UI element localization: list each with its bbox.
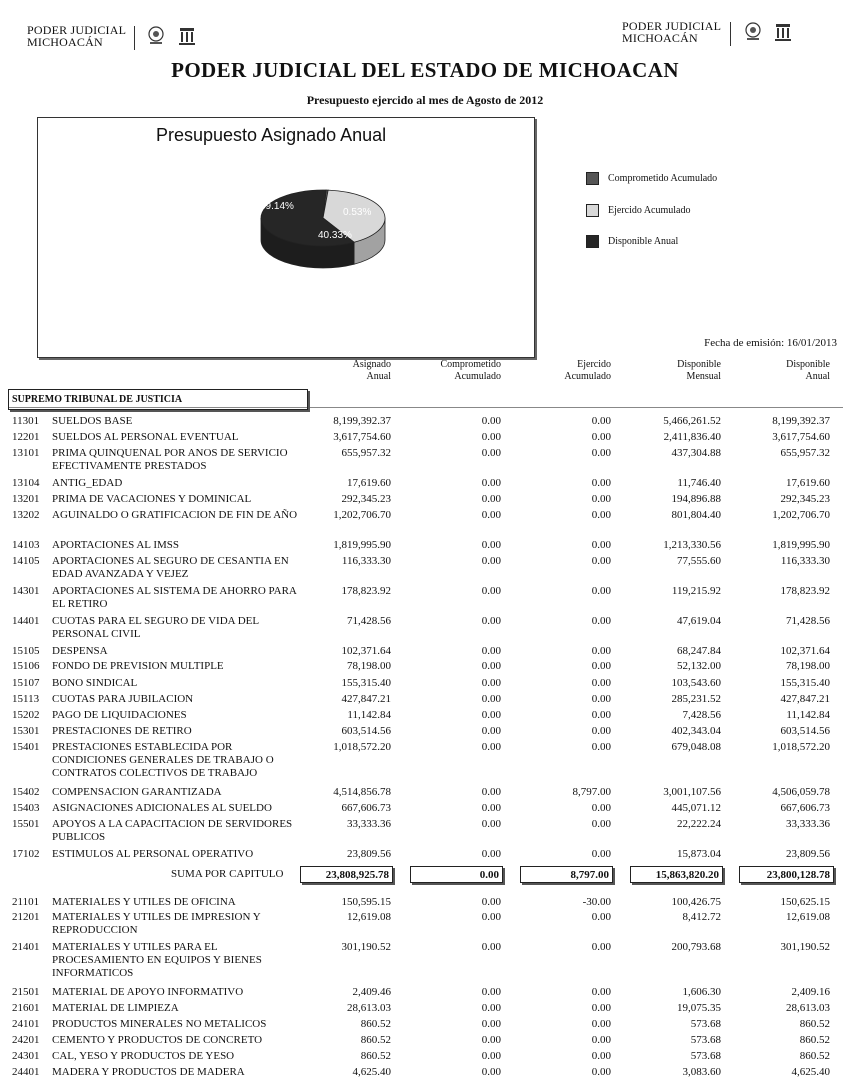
row-value: 0.00	[481, 818, 501, 830]
row-value: 19,075.35	[677, 1002, 721, 1014]
row-code: 15501	[12, 818, 40, 830]
column-header-line: Acumulado	[454, 371, 501, 382]
row-value: 3,617,754.60	[333, 431, 391, 443]
row-value: 1,018,572.20	[772, 741, 830, 753]
row-value: 801,804.40	[671, 509, 721, 521]
column-header-disponible-mensual	[677, 359, 721, 383]
row-value: 573.68	[690, 1018, 721, 1030]
row-value: 17,619.60	[786, 477, 830, 489]
row-value: 102,371.64	[780, 645, 830, 657]
row-value: 150,625.15	[780, 896, 830, 908]
row-value: 603,514.56	[780, 725, 830, 737]
row-code: 11301	[12, 415, 40, 427]
column-header-comprometido	[440, 359, 501, 383]
row-value: 0.00	[591, 1050, 611, 1062]
logo-left-line2: MICHOACÁN	[27, 35, 103, 49]
logo-divider	[134, 26, 135, 50]
row-value: 0.00	[481, 896, 501, 908]
row-value: 200,793.68	[671, 941, 721, 953]
seal-icon	[147, 26, 165, 46]
row-value: 0.00	[591, 986, 611, 998]
column-header-line: Comprometido	[440, 359, 501, 370]
row-value: 0.00	[481, 585, 501, 597]
row-value: 0.00	[591, 539, 611, 551]
legend-item	[586, 204, 690, 217]
row-value: 0.00	[481, 802, 501, 814]
row-code: 15401	[12, 741, 40, 753]
row-code: 15301	[12, 725, 40, 737]
row-code: 24401	[12, 1066, 40, 1078]
row-concept: MATERIALES Y UTILES DE IMPRESION Y REPRODUCCION	[52, 911, 261, 936]
legend-item	[586, 172, 717, 185]
column-header-line: Disponible	[677, 359, 721, 370]
row-concept: MADERA Y PRODUCTOS DE MADERA	[52, 1066, 245, 1078]
row-value: 0.00	[591, 585, 611, 597]
row-concept: APORTACIONES AL IMSS	[52, 539, 180, 551]
row-value: 150,595.15	[341, 896, 391, 908]
row-value: 3,001,107.56	[663, 786, 721, 798]
row-value: 0.00	[591, 431, 611, 443]
logo-left	[27, 24, 126, 48]
sum-ejercido: 8,797.00	[520, 866, 613, 883]
column-header-line: Asignado	[352, 359, 391, 370]
row-value: 15,873.04	[677, 848, 721, 860]
row-value: 0.00	[481, 709, 501, 721]
row-value: 0.00	[591, 477, 611, 489]
row-value: 4,625.40	[352, 1066, 391, 1078]
row-concept: ASIGNACIONES ADICIONALES AL SUELDO	[52, 802, 272, 814]
row-value: 8,412.72	[682, 911, 721, 923]
row-value: 1,202,706.70	[333, 509, 391, 521]
row-value: 0.00	[591, 725, 611, 737]
row-value: 11,142.84	[786, 709, 830, 721]
row-value: 0.00	[481, 645, 501, 657]
row-code: 15106	[12, 660, 40, 672]
row-value: 0.00	[591, 509, 611, 521]
column-header-line: Anual	[366, 371, 391, 382]
row-value: 3,617,754.60	[772, 431, 830, 443]
row-code: 15403	[12, 802, 40, 814]
row-concept: PAGO DE LIQUIDACIONES	[52, 709, 187, 721]
row-value: 28,613.03	[347, 1002, 391, 1014]
row-concept: CUOTAS PARA EL SEGURO DE VIDA DEL PERSONAL CIVIL	[52, 615, 259, 640]
row-value: 0.00	[591, 941, 611, 953]
row-value: 23,809.56	[347, 848, 391, 860]
row-code: 15105	[12, 645, 40, 657]
row-concept: CUOTAS PARA JUBILACION	[52, 693, 194, 705]
row-value: 0.00	[591, 555, 611, 567]
row-concept: PRODUCTOS MINERALES NO METALICOS	[52, 1018, 267, 1030]
row-concept: AGUINALDO O GRATIFICACION DE FIN DE AÑO	[52, 509, 298, 521]
sum-label: SUMA POR CAPITULO	[171, 868, 284, 880]
row-value: 860.52	[360, 1034, 391, 1046]
logo-right-line1: PODER JUDICIAL	[622, 19, 722, 33]
legend-label: Disponible Anual	[608, 236, 679, 247]
row-value: 71,428.56	[347, 615, 391, 627]
row-code: 14301	[12, 585, 40, 597]
row-value: 22,222.24	[677, 818, 721, 830]
row-value: 0.00	[591, 1066, 611, 1078]
row-value: 2,409.46	[352, 986, 391, 998]
seal-icon	[744, 22, 762, 42]
row-value: 0.00	[591, 802, 611, 814]
sum-disponible-mensual: 15,863,820.20	[630, 866, 723, 883]
row-code: 17102	[12, 848, 40, 860]
logo-divider	[730, 22, 731, 46]
row-value: 0.00	[481, 615, 501, 627]
row-value: 11,746.40	[677, 477, 721, 489]
logo-right-line2: MICHOACÁN	[622, 31, 698, 45]
row-value: 0.00	[481, 741, 501, 753]
row-concept: APOYOS A LA CAPACITACION DE SERVIDORES PUBLICOS	[52, 818, 293, 843]
row-value: 0.00	[481, 677, 501, 689]
row-concept: PRIMA DE VACACIONES Y DOMINICAL	[52, 493, 252, 505]
row-value: 5,466,261.52	[663, 415, 721, 427]
row-value: 860.52	[360, 1018, 391, 1030]
pie-value-label: 59.14%	[260, 201, 294, 212]
row-value: 33,333.36	[786, 818, 830, 830]
row-code: 24201	[12, 1034, 40, 1046]
row-code: 21501	[12, 986, 40, 998]
row-value: 4,514,856.78	[333, 786, 391, 798]
row-concept: PRESTACIONES ESTABLECIDA POR CONDICIONES GENERALES DE TRABAJO O CONTRATOS COLECTIVOS DE TRABAJO	[52, 741, 274, 779]
row-value: 573.68	[690, 1034, 721, 1046]
row-value: 427,847.21	[341, 693, 391, 705]
row-concept: PRESTACIONES DE RETIRO	[52, 725, 192, 737]
row-value: 0.00	[591, 709, 611, 721]
row-value: 1,202,706.70	[772, 509, 830, 521]
row-code: 14401	[12, 615, 40, 627]
row-value: 301,190.52	[341, 941, 391, 953]
row-value: 0.00	[481, 660, 501, 672]
row-concept: SUELDOS BASE	[52, 415, 133, 427]
row-value: 102,371.64	[341, 645, 391, 657]
column-header-line: Ejercido	[577, 359, 611, 370]
pie-chart	[38, 118, 534, 357]
row-value: 178,823.92	[780, 585, 830, 597]
pie-value-label: 0.53%	[343, 207, 372, 218]
row-concept: CAL, YESO Y PRODUCTOS DE YESO	[52, 1050, 235, 1062]
row-code: 13101	[12, 447, 40, 459]
row-code: 13202	[12, 509, 40, 521]
row-concept: APORTACIONES AL SEGURO DE CESANTIA EN EDAD AVANZADA Y VEJEZ	[52, 555, 289, 580]
row-value: 1,606.30	[682, 986, 721, 998]
row-value: 1,819,995.90	[772, 539, 830, 551]
row-value: 0.00	[481, 509, 501, 521]
row-value: 655,957.32	[780, 447, 830, 459]
row-code: 14105	[12, 555, 40, 567]
row-value: 603,514.56	[341, 725, 391, 737]
row-value: 292,345.23	[780, 493, 830, 505]
row-value: 155,315.40	[780, 677, 830, 689]
row-value: 0.00	[481, 1050, 501, 1062]
row-value: 0.00	[591, 660, 611, 672]
row-value: 301,190.52	[780, 941, 830, 953]
pie-value-label: 40.33%	[318, 230, 352, 241]
row-value: 655,957.32	[341, 447, 391, 459]
row-value: 8,199,392.37	[333, 415, 391, 427]
row-value: 0.00	[591, 1034, 611, 1046]
row-value: 2,409.16	[791, 986, 830, 998]
row-value: 78,198.00	[786, 660, 830, 672]
row-value: 445,071.12	[671, 802, 721, 814]
building-icon	[774, 22, 792, 42]
row-value: 0.00	[481, 539, 501, 551]
row-value: 0.00	[591, 1002, 611, 1014]
row-value: 0.00	[591, 741, 611, 753]
page-subtitle: Presupuesto ejercido al mes de Agosto de 2012	[306, 93, 544, 107]
row-value: 0.00	[481, 1066, 501, 1078]
row-value: 0.00	[481, 786, 501, 798]
row-concept: MATERIAL DE LIMPIEZA	[52, 1002, 179, 1014]
row-value: 116,333.30	[341, 555, 391, 567]
row-value: 679,048.08	[671, 741, 721, 753]
row-value: 12,619.08	[347, 911, 391, 923]
row-value: 52,132.00	[677, 660, 721, 672]
row-code: 21201	[12, 911, 40, 923]
row-value: 4,625.40	[791, 1066, 830, 1078]
row-value: 0.00	[591, 848, 611, 860]
chart-panel	[37, 117, 535, 358]
column-header-line: Disponible	[786, 359, 830, 370]
logo-left-line1: PODER JUDICIAL	[27, 23, 127, 37]
row-value: 0.00	[591, 1018, 611, 1030]
row-value: 8,797.00	[572, 786, 611, 798]
row-value: 2,411,836.40	[663, 431, 721, 443]
row-code: 13201	[12, 493, 40, 505]
row-concept: PRIMA QUINQUENAL POR ANOS DE SERVICIO EFECTIVAMENTE PRESTADOS	[52, 447, 288, 472]
row-value: 28,613.03	[786, 1002, 830, 1014]
row-code: 12201	[12, 431, 40, 443]
row-value: 119,215.92	[671, 585, 721, 597]
row-code: 24101	[12, 1018, 40, 1030]
legend-item	[586, 235, 678, 248]
row-value: 0.00	[481, 911, 501, 923]
row-value: 12,619.08	[786, 911, 830, 923]
row-value: 0.00	[481, 725, 501, 737]
row-value: 0.00	[591, 693, 611, 705]
row-value: 0.00	[481, 941, 501, 953]
row-value: 0.00	[591, 415, 611, 427]
row-value: 860.52	[799, 1018, 830, 1030]
row-value: 155,315.40	[341, 677, 391, 689]
row-value: 1,213,330.56	[663, 539, 721, 551]
row-value: 0.00	[481, 493, 501, 505]
row-value: 194,896.88	[671, 493, 721, 505]
column-header-line: Anual	[805, 371, 830, 382]
row-value: 0.00	[481, 986, 501, 998]
sum-disponible-anual: 23,800,128.78	[739, 866, 834, 883]
row-value: 78,198.00	[347, 660, 391, 672]
row-value: 0.00	[591, 645, 611, 657]
emission-date: Fecha de emisión: 16/01/2013	[704, 337, 837, 349]
row-code: 21401	[12, 941, 40, 953]
row-value: 47,619.04	[677, 615, 721, 627]
row-value: 8,199,392.37	[772, 415, 830, 427]
row-value: 0.00	[481, 693, 501, 705]
row-value: 0.00	[591, 818, 611, 830]
row-value: 437,304.88	[671, 447, 721, 459]
row-code: 15113	[12, 693, 40, 705]
row-value: 116,333.30	[780, 555, 830, 567]
row-value: -30.00	[582, 896, 611, 908]
row-value: 860.52	[799, 1034, 830, 1046]
column-header-line: Mensual	[686, 371, 721, 382]
row-concept: ESTIMULOS AL PERSONAL OPERATIVO	[52, 848, 254, 860]
row-value: 0.00	[481, 477, 501, 489]
row-value: 0.00	[591, 447, 611, 459]
legend-swatch	[586, 235, 599, 248]
row-value: 0.00	[481, 415, 501, 427]
row-value: 0.00	[481, 1018, 501, 1030]
row-code: 14103	[12, 539, 40, 551]
page-title: PODER JUDICIAL DEL ESTADO DE MICHOACAN	[171, 58, 679, 82]
row-value: 667,606.73	[780, 802, 830, 814]
chart-title: Presupuesto Asignado Anual	[156, 125, 387, 145]
row-value: 7,428.56	[682, 709, 721, 721]
row-value: 402,343.04	[671, 725, 721, 737]
row-value: 178,823.92	[341, 585, 391, 597]
row-code: 15402	[12, 786, 40, 798]
row-value: 100,426.75	[671, 896, 721, 908]
row-concept: CEMENTO Y PRODUCTOS DE CONCRETO	[52, 1034, 263, 1046]
row-value: 1,819,995.90	[333, 539, 391, 551]
row-value: 0.00	[591, 493, 611, 505]
row-value: 68,247.84	[677, 645, 721, 657]
column-header-line: Acumulado	[564, 371, 611, 382]
row-concept: SUELDOS AL PERSONAL EVENTUAL	[52, 431, 239, 443]
row-value: 0.00	[481, 447, 501, 459]
row-concept: MATERIALES Y UTILES DE OFICINA	[52, 896, 236, 908]
sum-comprometido: 0.00	[410, 866, 503, 883]
row-value: 427,847.21	[780, 693, 830, 705]
row-value: 1,018,572.20	[333, 741, 391, 753]
row-value: 292,345.23	[341, 493, 391, 505]
row-concept: APORTACIONES AL SISTEMA DE AHORRO PARA EL RETIRO	[52, 585, 297, 610]
row-value: 103,543.60	[671, 677, 721, 689]
row-code: 21601	[12, 1002, 40, 1014]
column-header-ejercido	[564, 359, 611, 383]
row-value: 0.00	[591, 677, 611, 689]
row-value: 3,083.60	[682, 1066, 721, 1078]
sum-asignado: 23,808,925.78	[300, 866, 393, 883]
legend-label: Ejercido Acumulado	[608, 205, 691, 216]
legend-label: Comprometido Acumulado	[608, 173, 718, 184]
row-value: 77,555.60	[677, 555, 721, 567]
row-concept: COMPENSACION GARANTIZADA	[52, 786, 222, 798]
row-concept: FONDO DE PREVISION MULTIPLE	[52, 660, 224, 672]
logo-right	[622, 20, 721, 44]
row-value: 860.52	[360, 1050, 391, 1062]
row-value: 17,619.60	[347, 477, 391, 489]
row-concept: MATERIALES Y UTILES PARA EL PROCESAMIENTO EN EQUIPOS Y BIENES INFORMATICOS	[52, 941, 262, 979]
row-value: 860.52	[799, 1050, 830, 1062]
row-value: 71,428.56	[786, 615, 830, 627]
row-value: 33,333.36	[347, 818, 391, 830]
row-concept: BONO SINDICAL	[52, 677, 138, 689]
row-value: 573.68	[690, 1050, 721, 1062]
row-value: 23,809.56	[786, 848, 830, 860]
row-value: 11,142.84	[347, 709, 391, 721]
section-title: SUPREMO TRIBUNAL DE JUSTICIA	[8, 389, 308, 410]
row-concept: MATERIAL DE APOYO INFORMATIVO	[52, 986, 244, 998]
row-value: 0.00	[481, 555, 501, 567]
row-value: 0.00	[481, 848, 501, 860]
row-code: 15202	[12, 709, 40, 721]
row-value: 0.00	[591, 615, 611, 627]
building-icon	[178, 26, 196, 46]
row-value: 0.00	[481, 1034, 501, 1046]
row-code: 13104	[12, 477, 40, 489]
row-code: 24301	[12, 1050, 40, 1062]
row-code: 15107	[12, 677, 40, 689]
row-concept: ANTIG_EDAD	[52, 477, 123, 489]
column-header-asignado	[353, 359, 391, 383]
row-code: 21101	[12, 896, 40, 908]
row-concept: DESPENSA	[52, 645, 108, 657]
legend-swatch	[586, 172, 599, 185]
row-value: 285,231.52	[671, 693, 721, 705]
column-header-disponible-anual	[786, 359, 830, 383]
legend-swatch	[586, 204, 599, 217]
row-value: 0.00	[481, 1002, 501, 1014]
row-value: 0.00	[591, 911, 611, 923]
row-value: 4,506,059.78	[772, 786, 830, 798]
row-value: 667,606.73	[341, 802, 391, 814]
row-value: 0.00	[481, 431, 501, 443]
